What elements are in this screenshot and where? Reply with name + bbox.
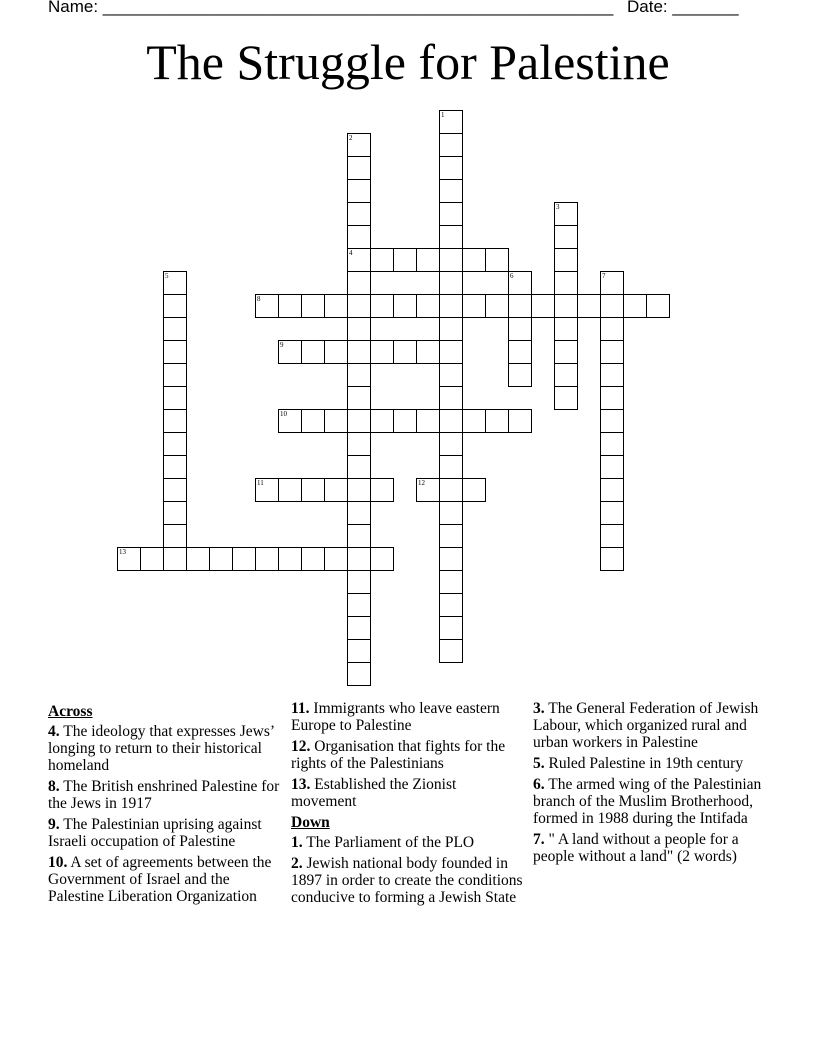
clue-number: 5. [533, 755, 545, 772]
crossword-cell[interactable] [508, 409, 532, 433]
clue-text: The British enshrined Palestine for the Jews in 1917 [48, 778, 280, 812]
clue-text: The Palestinian uprising against Israeli occupation of Palestine [48, 816, 262, 850]
clue-down-7 [533, 831, 773, 865]
crossword-cell[interactable] [600, 317, 624, 341]
crossword-cell[interactable] [347, 271, 371, 295]
crossword-cell[interactable] [600, 524, 624, 548]
clue-text: The Parliament of the PLO [306, 834, 475, 851]
crossword-cell[interactable] [347, 317, 371, 341]
cell-number: 5 [165, 272, 169, 280]
crossword-cell[interactable] [462, 248, 486, 272]
crossword-cell[interactable] [347, 662, 371, 686]
crossword-cell[interactable] [439, 386, 463, 410]
crossword-cell[interactable] [416, 294, 440, 318]
crossword-cell[interactable] [393, 248, 417, 272]
crossword-cell[interactable] [439, 248, 463, 272]
clue-number: 8. [48, 778, 60, 795]
cell-number: 2 [349, 134, 353, 142]
crossword-cell[interactable] [600, 455, 624, 479]
crossword-cell[interactable] [554, 271, 578, 295]
crossword-cell[interactable] [347, 616, 371, 640]
cell-number: 3 [556, 203, 560, 211]
clue-number: 7. [533, 831, 545, 848]
clue-text: The General Federation of Jewish Labour, which organized rural and urban workers in Palestine [533, 700, 759, 751]
crossword-cell[interactable] [439, 179, 463, 203]
crossword-cell[interactable] [255, 547, 279, 571]
crossword-cell[interactable] [347, 409, 371, 433]
crossword-cell[interactable] [255, 478, 279, 502]
crossword-cell[interactable] [646, 294, 670, 318]
crossword-cell[interactable] [462, 478, 486, 502]
crossword-cell[interactable] [163, 524, 187, 548]
name-field-line: Name: ______________________________________________________ [48, 0, 614, 16]
clue-down-3 [533, 700, 773, 751]
crossword-cell[interactable] [301, 294, 325, 318]
crossword-cell[interactable] [209, 547, 233, 571]
crossword-cell[interactable] [485, 248, 509, 272]
cell-number: 1 [441, 111, 445, 119]
crossword-cell[interactable] [163, 547, 187, 571]
crossword-cell[interactable] [301, 409, 325, 433]
crossword-cell[interactable] [485, 409, 509, 433]
crossword-cell[interactable] [439, 432, 463, 456]
crossword-cell[interactable] [255, 294, 279, 318]
crossword-cell[interactable] [439, 639, 463, 663]
clue-text: Organisation that fights for the rights of the Palestinians [291, 738, 506, 772]
crossword-cell[interactable] [416, 340, 440, 364]
clues-column-3 [533, 700, 773, 869]
crossword-cell[interactable] [600, 501, 624, 525]
crossword-cell[interactable] [600, 386, 624, 410]
cell-number: 6 [510, 272, 514, 280]
clue-text: A set of agreements between the Government of Israel and the Palestine Liberation Organization [48, 854, 272, 905]
down-heading: Down [291, 814, 330, 831]
crossword-cell[interactable] [347, 248, 371, 272]
crossword-cell[interactable] [508, 317, 532, 341]
clue-number: 13. [291, 776, 311, 793]
crossword-cell[interactable] [278, 547, 302, 571]
crossword-cell[interactable] [347, 455, 371, 479]
crossword-cell[interactable] [554, 294, 578, 318]
crossword-cell[interactable] [370, 547, 394, 571]
crossword-cell[interactable] [462, 294, 486, 318]
crossword-cell[interactable] [416, 248, 440, 272]
crossword-cell[interactable] [347, 639, 371, 663]
crossword-cell[interactable] [347, 294, 371, 318]
crossword-cell[interactable] [347, 340, 371, 364]
clue-across-8 [48, 778, 284, 812]
crossword-cell[interactable] [117, 547, 141, 571]
crossword-cell[interactable] [163, 478, 187, 502]
crossword-cell[interactable] [439, 501, 463, 525]
crossword-cell[interactable] [163, 363, 187, 387]
crossword-cell[interactable] [163, 386, 187, 410]
crossword-cell[interactable] [508, 271, 532, 295]
crossword-cell[interactable] [600, 271, 624, 295]
clue-text: Ruled Palestine in 19th century [548, 755, 744, 772]
crossword-cell[interactable] [393, 409, 417, 433]
crossword-cell[interactable] [232, 547, 256, 571]
clue-across-11 [291, 700, 523, 734]
crossword-cell[interactable] [439, 478, 463, 502]
crossword-cell[interactable] [439, 570, 463, 594]
crossword-cell[interactable] [623, 294, 647, 318]
crossword-cell[interactable] [439, 593, 463, 617]
crossword-cell[interactable] [324, 547, 348, 571]
clue-text: " A land without a people for a people without a land" (2 words) [533, 831, 739, 865]
crossword-cell[interactable] [439, 156, 463, 180]
crossword-cell[interactable] [370, 248, 394, 272]
crossword-cell[interactable] [163, 294, 187, 318]
crossword-cell[interactable] [554, 317, 578, 341]
crossword-cell[interactable] [163, 432, 187, 456]
crossword-cell[interactable] [554, 340, 578, 364]
crossword-cell[interactable] [324, 478, 348, 502]
crossword-cell[interactable] [416, 478, 440, 502]
crossword-cell[interactable] [370, 294, 394, 318]
clue-number: 11. [291, 700, 310, 717]
crossword-cell[interactable] [600, 547, 624, 571]
clue-text: Established the Zionist movement [291, 776, 457, 810]
crossword-cell[interactable] [347, 524, 371, 548]
clue-across-4 [48, 723, 284, 774]
crossword-cell[interactable] [347, 179, 371, 203]
cell-number: 4 [349, 249, 353, 257]
clues-column-1 [48, 700, 284, 909]
clues-column-2 [291, 700, 523, 910]
crossword-cell[interactable] [278, 478, 302, 502]
clue-down-2 [291, 855, 523, 906]
crossword-cell[interactable] [554, 248, 578, 272]
crossword-cell[interactable] [347, 156, 371, 180]
crossword-cell[interactable] [347, 593, 371, 617]
clue-text: Immigrants who leave eastern Europe to Palestine [291, 700, 500, 734]
crossword-cell[interactable] [439, 455, 463, 479]
crossword-cell[interactable] [600, 294, 624, 318]
clue-number: 12. [291, 738, 311, 755]
crossword-cell[interactable] [347, 363, 371, 387]
crossword-cell[interactable] [600, 409, 624, 433]
clue-text: The ideology that expresses Jews’ longing to return to their historical homeland [48, 723, 274, 774]
cell-number: 13 [119, 548, 126, 556]
cell-number: 12 [418, 479, 425, 487]
crossword-cell[interactable] [347, 501, 371, 525]
clue-text: The armed wing of the Palestinian branch of the Muslim Brotherhood, formed in 1988 during the Intifada [533, 776, 762, 827]
crossword-cell[interactable] [278, 340, 302, 364]
crossword-cell[interactable] [347, 547, 371, 571]
crossword-cell[interactable] [140, 547, 164, 571]
crossword-cell[interactable] [600, 363, 624, 387]
crossword-cell[interactable] [301, 478, 325, 502]
crossword-cell[interactable] [416, 409, 440, 433]
crossword-cell[interactable] [439, 340, 463, 364]
crossword-cell[interactable] [439, 363, 463, 387]
crossword-cell[interactable] [163, 501, 187, 525]
crossword-cell[interactable] [163, 271, 187, 295]
crossword-cell[interactable] [439, 202, 463, 226]
crossword-cell[interactable] [163, 409, 187, 433]
crossword-cell[interactable] [370, 340, 394, 364]
page-title: The Struggle for Palestine [146, 34, 670, 90]
crossword-cell[interactable] [531, 294, 555, 318]
crossword-cell[interactable] [347, 386, 371, 410]
across-heading: Across [48, 703, 93, 720]
clue-down-5 [533, 755, 773, 772]
crossword-cell[interactable] [324, 409, 348, 433]
crossword-cell[interactable] [393, 340, 417, 364]
clue-across-12 [291, 738, 523, 772]
clue-number: 10. [48, 854, 68, 871]
crossword-cell[interactable] [347, 202, 371, 226]
crossword-cell[interactable] [462, 409, 486, 433]
crossword-cell[interactable] [600, 478, 624, 502]
crossword-cell[interactable] [324, 294, 348, 318]
crossword-cell[interactable] [439, 271, 463, 295]
date-field-line: Date: _______ [627, 0, 739, 16]
crossword-cell[interactable] [554, 386, 578, 410]
cell-number: 9 [280, 341, 284, 349]
clue-number: 3. [533, 700, 545, 717]
crossword-cell[interactable] [301, 547, 325, 571]
crossword-cell[interactable] [278, 294, 302, 318]
clue-across-9 [48, 816, 284, 850]
crossword-cell[interactable] [347, 478, 371, 502]
clue-across-10 [48, 854, 284, 905]
crossword-cell[interactable] [347, 133, 371, 157]
crossword-cell[interactable] [324, 340, 348, 364]
cell-number: 11 [257, 479, 264, 487]
crossword-cell[interactable] [163, 455, 187, 479]
crossword-cell[interactable] [439, 133, 463, 157]
crossword-cell[interactable] [600, 340, 624, 364]
crossword-cell[interactable] [577, 294, 601, 318]
crossword-cell[interactable] [301, 340, 325, 364]
crossword-cell[interactable] [347, 225, 371, 249]
crossword-cell[interactable] [186, 547, 210, 571]
crossword-cell[interactable] [554, 202, 578, 226]
crossword-cell[interactable] [485, 294, 509, 318]
crossword-cell[interactable] [600, 432, 624, 456]
crossword-cell[interactable] [347, 570, 371, 594]
clue-across-13 [291, 776, 523, 810]
crossword-cell[interactable] [439, 294, 463, 318]
clue-number: 4. [48, 723, 60, 740]
crossword-cell[interactable] [439, 524, 463, 548]
clue-number: 9. [48, 816, 60, 833]
clue-number: 6. [533, 776, 545, 793]
crossword-cell[interactable] [163, 340, 187, 364]
clue-down-6 [533, 776, 773, 827]
cell-number: 8 [257, 295, 261, 303]
crossword-cell[interactable] [554, 363, 578, 387]
crossword-cell[interactable] [439, 317, 463, 341]
cell-number: 7 [602, 272, 606, 280]
clue-number: 1. [291, 834, 303, 851]
clue-down-1 [291, 834, 523, 851]
crossword-cell[interactable] [439, 616, 463, 640]
crossword-cell[interactable] [370, 478, 394, 502]
crossword-cell[interactable] [439, 547, 463, 571]
clue-text: Jewish national body founded in 1897 in order to create the conditions conducive to forming a Jewish State [291, 855, 523, 906]
crossword-cell[interactable] [278, 409, 302, 433]
crossword-cell[interactable] [393, 294, 417, 318]
crossword-cell[interactable] [370, 409, 394, 433]
crossword-cell[interactable] [347, 432, 371, 456]
clue-number: 2. [291, 855, 303, 872]
crossword-cell[interactable] [508, 340, 532, 364]
crossword-cell[interactable] [554, 225, 578, 249]
crossword-cell[interactable] [439, 225, 463, 249]
crossword-cell[interactable] [508, 294, 532, 318]
crossword-cell[interactable] [439, 110, 463, 134]
crossword-cell[interactable] [508, 363, 532, 387]
crossword-cell[interactable] [439, 409, 463, 433]
cell-number: 10 [280, 410, 287, 418]
crossword-cell[interactable] [163, 317, 187, 341]
